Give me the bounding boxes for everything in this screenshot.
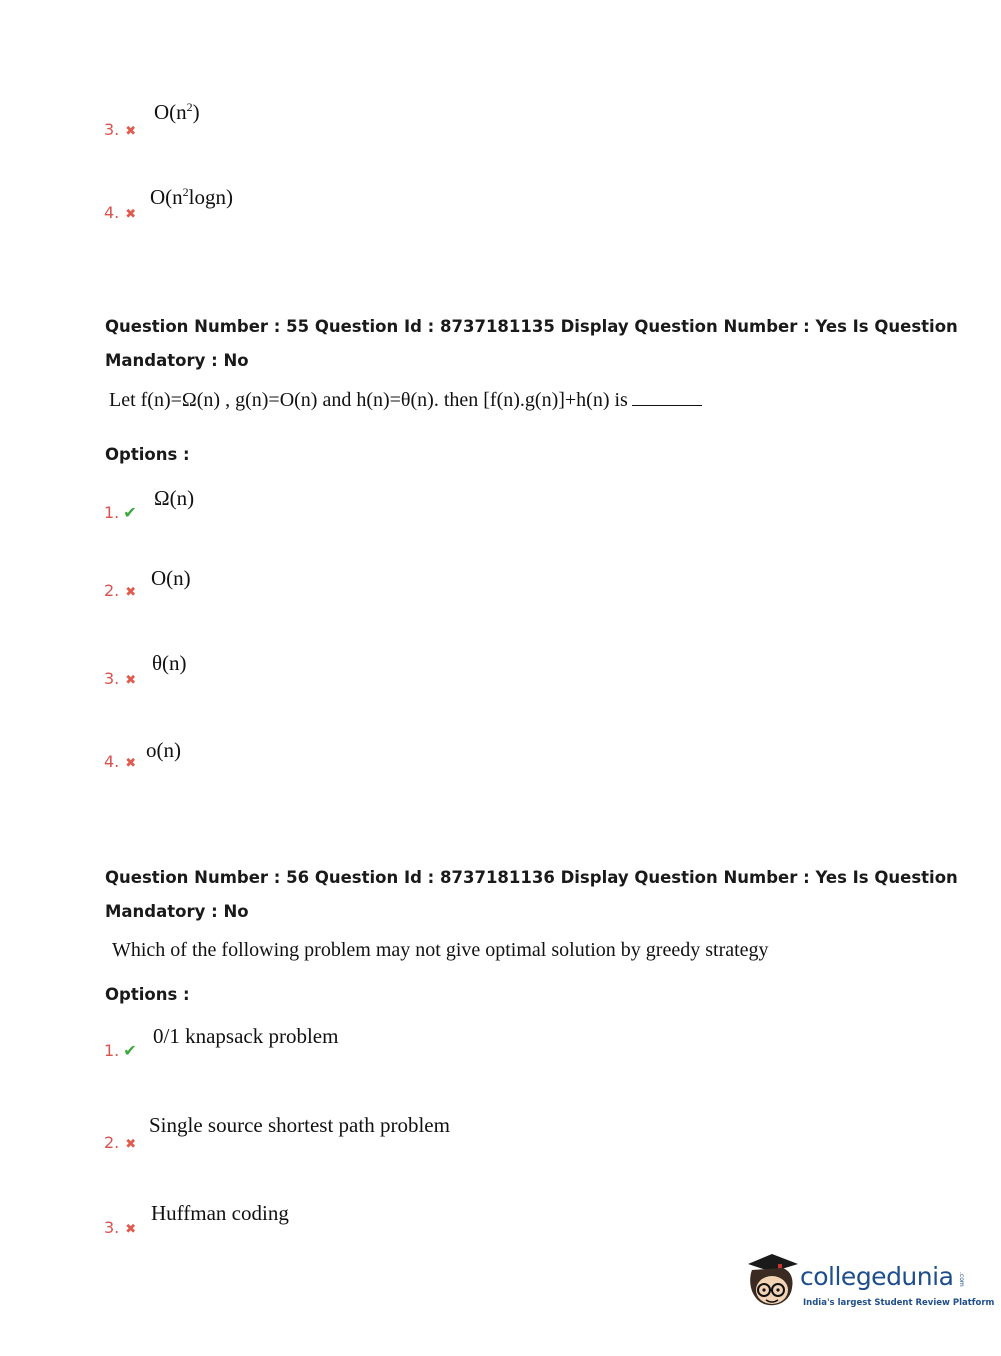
logo-tagline: India's largest Student Review Platform bbox=[803, 1298, 995, 1308]
q56-options-label: Options : bbox=[105, 985, 190, 1004]
option-text: 0/1 knapsack problem bbox=[153, 1024, 339, 1048]
option-text: $O(n^2)$ bbox=[154, 100, 200, 124]
q56-header-line1: Question Number : 56 Question Id : 8737181136 Display Question Number : Yes Is Question bbox=[105, 868, 958, 887]
logo-suffix: .com bbox=[958, 1272, 965, 1287]
collegedunia-logo bbox=[742, 1250, 995, 1320]
wrong-icon: ✖ bbox=[125, 756, 137, 771]
option-text: $O(n^2\log n)$ bbox=[150, 185, 233, 209]
option-number: 3. ✖ bbox=[104, 669, 137, 688]
option-text: Huffman coding bbox=[151, 1201, 289, 1225]
option-number: 4. ✖ bbox=[104, 203, 137, 222]
q55-question-text: Let f(n)=Ω(n) , g(n)=O(n) and h(n)=θ(n). then [f(n).g(n)]+h(n) is bbox=[109, 389, 702, 412]
option-number: 2. ✖ bbox=[104, 581, 137, 600]
q55-header-line2: Mandatory : No bbox=[105, 351, 249, 370]
option-text: Ω(n) bbox=[154, 486, 195, 510]
mascot-icon bbox=[742, 1250, 802, 1320]
wrong-icon: ✖ bbox=[125, 207, 137, 222]
option-text: o(n) bbox=[146, 738, 181, 762]
q56-question-text: Which of the following problem may not give optimal solution by greedy strategy bbox=[112, 939, 769, 961]
option-number: 3. ✖ bbox=[104, 1218, 137, 1237]
answer-blank bbox=[632, 405, 702, 406]
wrong-icon: ✖ bbox=[125, 1137, 137, 1152]
option-text: O(n) bbox=[151, 566, 191, 590]
wrong-icon: ✖ bbox=[125, 1222, 137, 1237]
wrong-icon: ✖ bbox=[125, 124, 137, 139]
option-number: 3. ✖ bbox=[104, 120, 137, 139]
option-number: 4. ✖ bbox=[104, 752, 137, 771]
q55-options-label: Options : bbox=[105, 445, 190, 464]
logo-wordmark: collegedunia bbox=[800, 1262, 954, 1291]
option-text: θ(n) bbox=[152, 651, 187, 675]
option-number: 1. ✔ bbox=[104, 1041, 137, 1060]
wrong-icon: ✖ bbox=[125, 673, 137, 688]
q55-header-line1: Question Number : 55 Question Id : 8737181135 Display Question Number : Yes Is Question bbox=[105, 317, 958, 336]
option-number: 2. ✖ bbox=[104, 1133, 137, 1152]
check-icon: ✔ bbox=[123, 503, 137, 522]
option-text: Single source shortest path problem bbox=[149, 1113, 450, 1137]
q56-header-line2: Mandatory : No bbox=[105, 902, 249, 921]
option-number: 1. ✔ bbox=[104, 503, 137, 522]
wrong-icon: ✖ bbox=[125, 585, 137, 600]
check-icon: ✔ bbox=[123, 1041, 137, 1060]
